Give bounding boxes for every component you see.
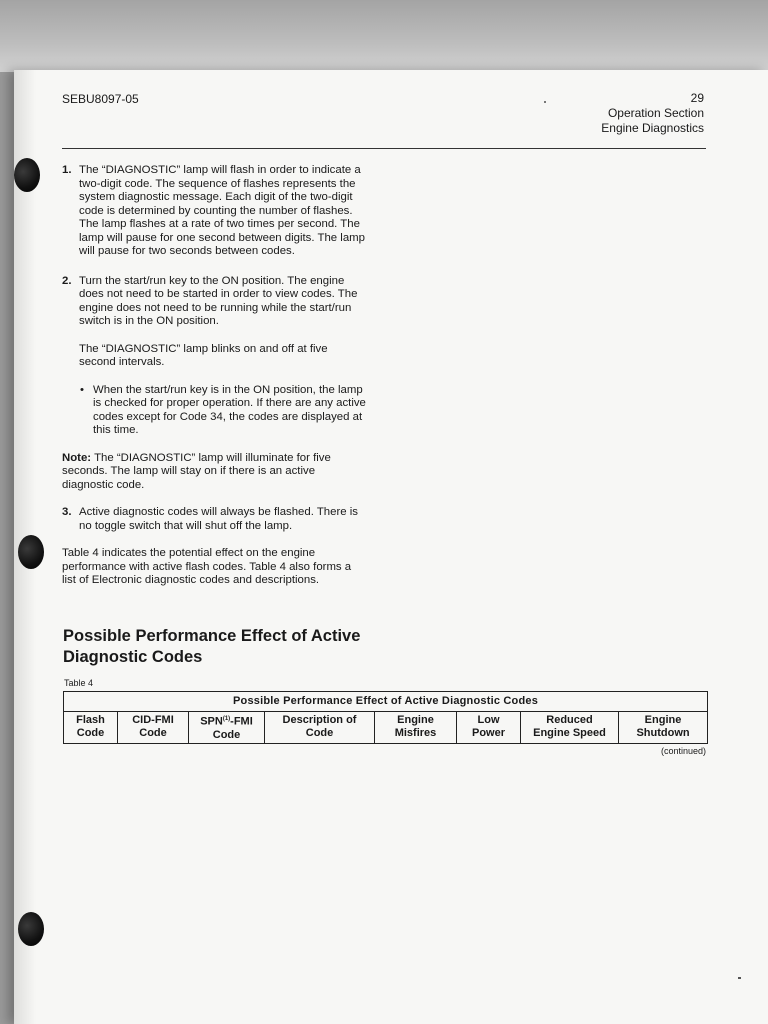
binder-hole-icon: [14, 158, 40, 192]
table-label: Table 4: [64, 678, 94, 688]
column-header-flash-code: [64, 712, 118, 744]
header-line: CID-FMI: [132, 714, 174, 727]
step-2: [62, 275, 366, 329]
header-line: Code: [76, 727, 105, 740]
note-paragraph: [62, 452, 366, 493]
step-number: 3.: [62, 506, 72, 518]
header-line: Low: [477, 714, 500, 727]
column-header-spn-fmi: [189, 712, 265, 744]
step-2-bullet: [79, 384, 366, 438]
header-line: [191, 713, 262, 729]
page-header-right: [601, 91, 704, 136]
header-line: Shutdown: [636, 727, 690, 740]
page-number: 29: [690, 91, 704, 105]
step-text: The “DIAGNOSTIC” lamp will flash in order to indicate a two-digit code. The sequence of flashes represents the system diagnostic message. Each digit of the two-digit code is determined by counting the number of flashes. The lamp flashes at a rate of two times per second. The lamp will pause for one second between digits. The lamp will pause for two seconds between codes.: [79, 164, 365, 257]
doc-number: SEBU8097-05: [62, 92, 139, 106]
body-column: [62, 164, 366, 602]
section-title: Possible Performance Effect of Active Diagnostic Codes: [63, 627, 361, 666]
note-label: Note:: [62, 451, 92, 464]
column-header-reduced-engine-speed: [521, 712, 619, 744]
step-3: [62, 506, 366, 533]
column-header-cid-fmi: [118, 712, 189, 744]
step-text: Turn the start/run key to the ON position. The engine does not need to be started in order to view codes. The engine does not need to be running while the start/run switch is in the ON position.: [79, 274, 358, 327]
column-header-low-power: [457, 712, 521, 744]
binder-hole-icon: [18, 535, 44, 569]
header-line: Reduced: [546, 714, 593, 727]
column-header-description: [265, 712, 375, 744]
step-number: 2.: [62, 274, 72, 287]
header-line: Code: [212, 728, 241, 741]
column-header-engine-shutdown: [619, 712, 708, 744]
step-number: 1.: [62, 164, 72, 176]
table-caption-row: [64, 692, 708, 712]
step-1: [62, 164, 366, 259]
diagnostic-codes-table: [63, 691, 708, 744]
scan-background: [0, 0, 768, 72]
table-header-row: [64, 712, 708, 744]
header-line: Code: [139, 727, 167, 740]
column-header-engine-misfires: [375, 712, 457, 744]
section-name: Operation Section: [607, 106, 704, 120]
continued-note: (continued): [660, 746, 706, 756]
subsection-name: Engine Diagnostics: [601, 121, 704, 135]
step-text: Active diagnostic codes will always be flashed. There is no toggle switch that will shut off the lamp.: [79, 506, 358, 532]
header-line: Engine Speed: [533, 727, 606, 740]
header-text: SPN: [200, 715, 223, 728]
header-line: Engine: [397, 714, 434, 727]
header-divider: [62, 148, 706, 149]
header-line: Power: [471, 727, 505, 740]
binder-hole-icon: [18, 912, 44, 946]
header-line: Description of: [282, 714, 357, 727]
footnote-marker: (1): [222, 716, 231, 722]
header-line: Misfires: [394, 727, 437, 740]
scan-speck: [544, 101, 546, 103]
scan-speck: [738, 977, 741, 979]
step-2-paragraph: The “DIAGNOSTIC” lamp blinks on and off at five second intervals.: [79, 342, 328, 368]
table-caption: Possible Performance Effect of Active Diagnostic Codes: [64, 692, 708, 712]
intro-paragraph: Table 4 indicates the potential effect on the engine performance with active flash codes. Table 4 also forms a list of Electronic diagnostic codes and descriptions.: [62, 547, 352, 586]
bullet-text: When the start/run key is in the ON position, the lamp is checked for proper operation. If there are any active codes except for Code 34, the codes are displayed at this time.: [93, 383, 366, 436]
header-line: Code: [305, 727, 334, 740]
header-line: Engine: [644, 714, 682, 727]
bullet-icon: •: [80, 383, 84, 396]
header-line: Flash: [76, 714, 105, 727]
note-text: The “DIAGNOSTIC” lamp will illuminate for five seconds. The lamp will stay on if there is an active diagnostic code.: [62, 451, 331, 491]
header-text: -FMI: [230, 715, 253, 728]
